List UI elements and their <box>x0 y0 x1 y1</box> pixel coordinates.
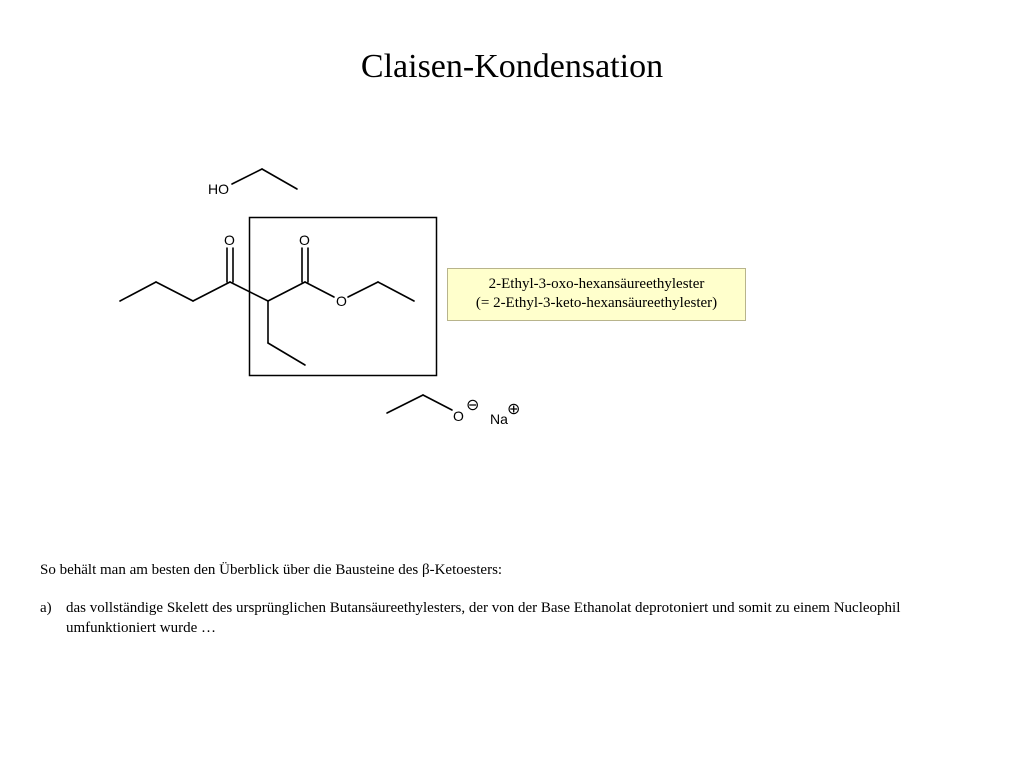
bond-chain-2 <box>156 282 193 301</box>
intro-text: So behält man am besten den Überblick über die Bausteine des β-Ketoesters: <box>40 562 503 578</box>
ethanolate-charge: ⊖ <box>466 397 480 414</box>
bond-ethyl-2 <box>378 282 414 301</box>
list-item <box>40 598 990 638</box>
bond-sub-ethyl-2 <box>268 343 305 365</box>
sodium-charge: ⊕ <box>507 401 521 418</box>
bond-ethyl-1 <box>348 282 378 297</box>
bond-ethanolate-1 <box>387 395 423 413</box>
sodium-label: Na <box>490 411 508 427</box>
bond-chain-3 <box>193 282 230 301</box>
ester-carbonyl-oxygen-label: O <box>299 232 310 248</box>
ethanol-label: HO <box>208 181 229 197</box>
list-item-text: das vollständige Skelett des ursprünglichen Butansäureethylesters, der von der Base Ethanolat deprotoniert und somit zu einem Nucleophil umfunktioniert wurde … <box>66 600 901 636</box>
bond-ethanol-1 <box>232 169 262 184</box>
bond-ethanolate-2 <box>423 395 452 410</box>
bond-chain-1 <box>120 282 156 301</box>
explanation-text <box>40 560 990 638</box>
list-marker: a) <box>40 600 52 616</box>
keto-oxygen-label: O <box>224 232 235 248</box>
bond-ethanol-2 <box>262 169 297 189</box>
compound-name: 2-Ethyl-3-oxo-hexansäureethylester <box>488 276 705 292</box>
page-title: Claisen-Kondensation <box>360 48 664 85</box>
bond-chain-5 <box>268 282 305 301</box>
compound-name-alt: (= 2-Ethyl-3-keto-hexansäureethylester) <box>475 295 718 311</box>
compound-name-box <box>447 268 746 321</box>
bond-ester-o <box>305 282 334 297</box>
ester-oxygen-label: O <box>336 293 347 309</box>
ethanolate-oxygen-label: O <box>453 408 464 424</box>
